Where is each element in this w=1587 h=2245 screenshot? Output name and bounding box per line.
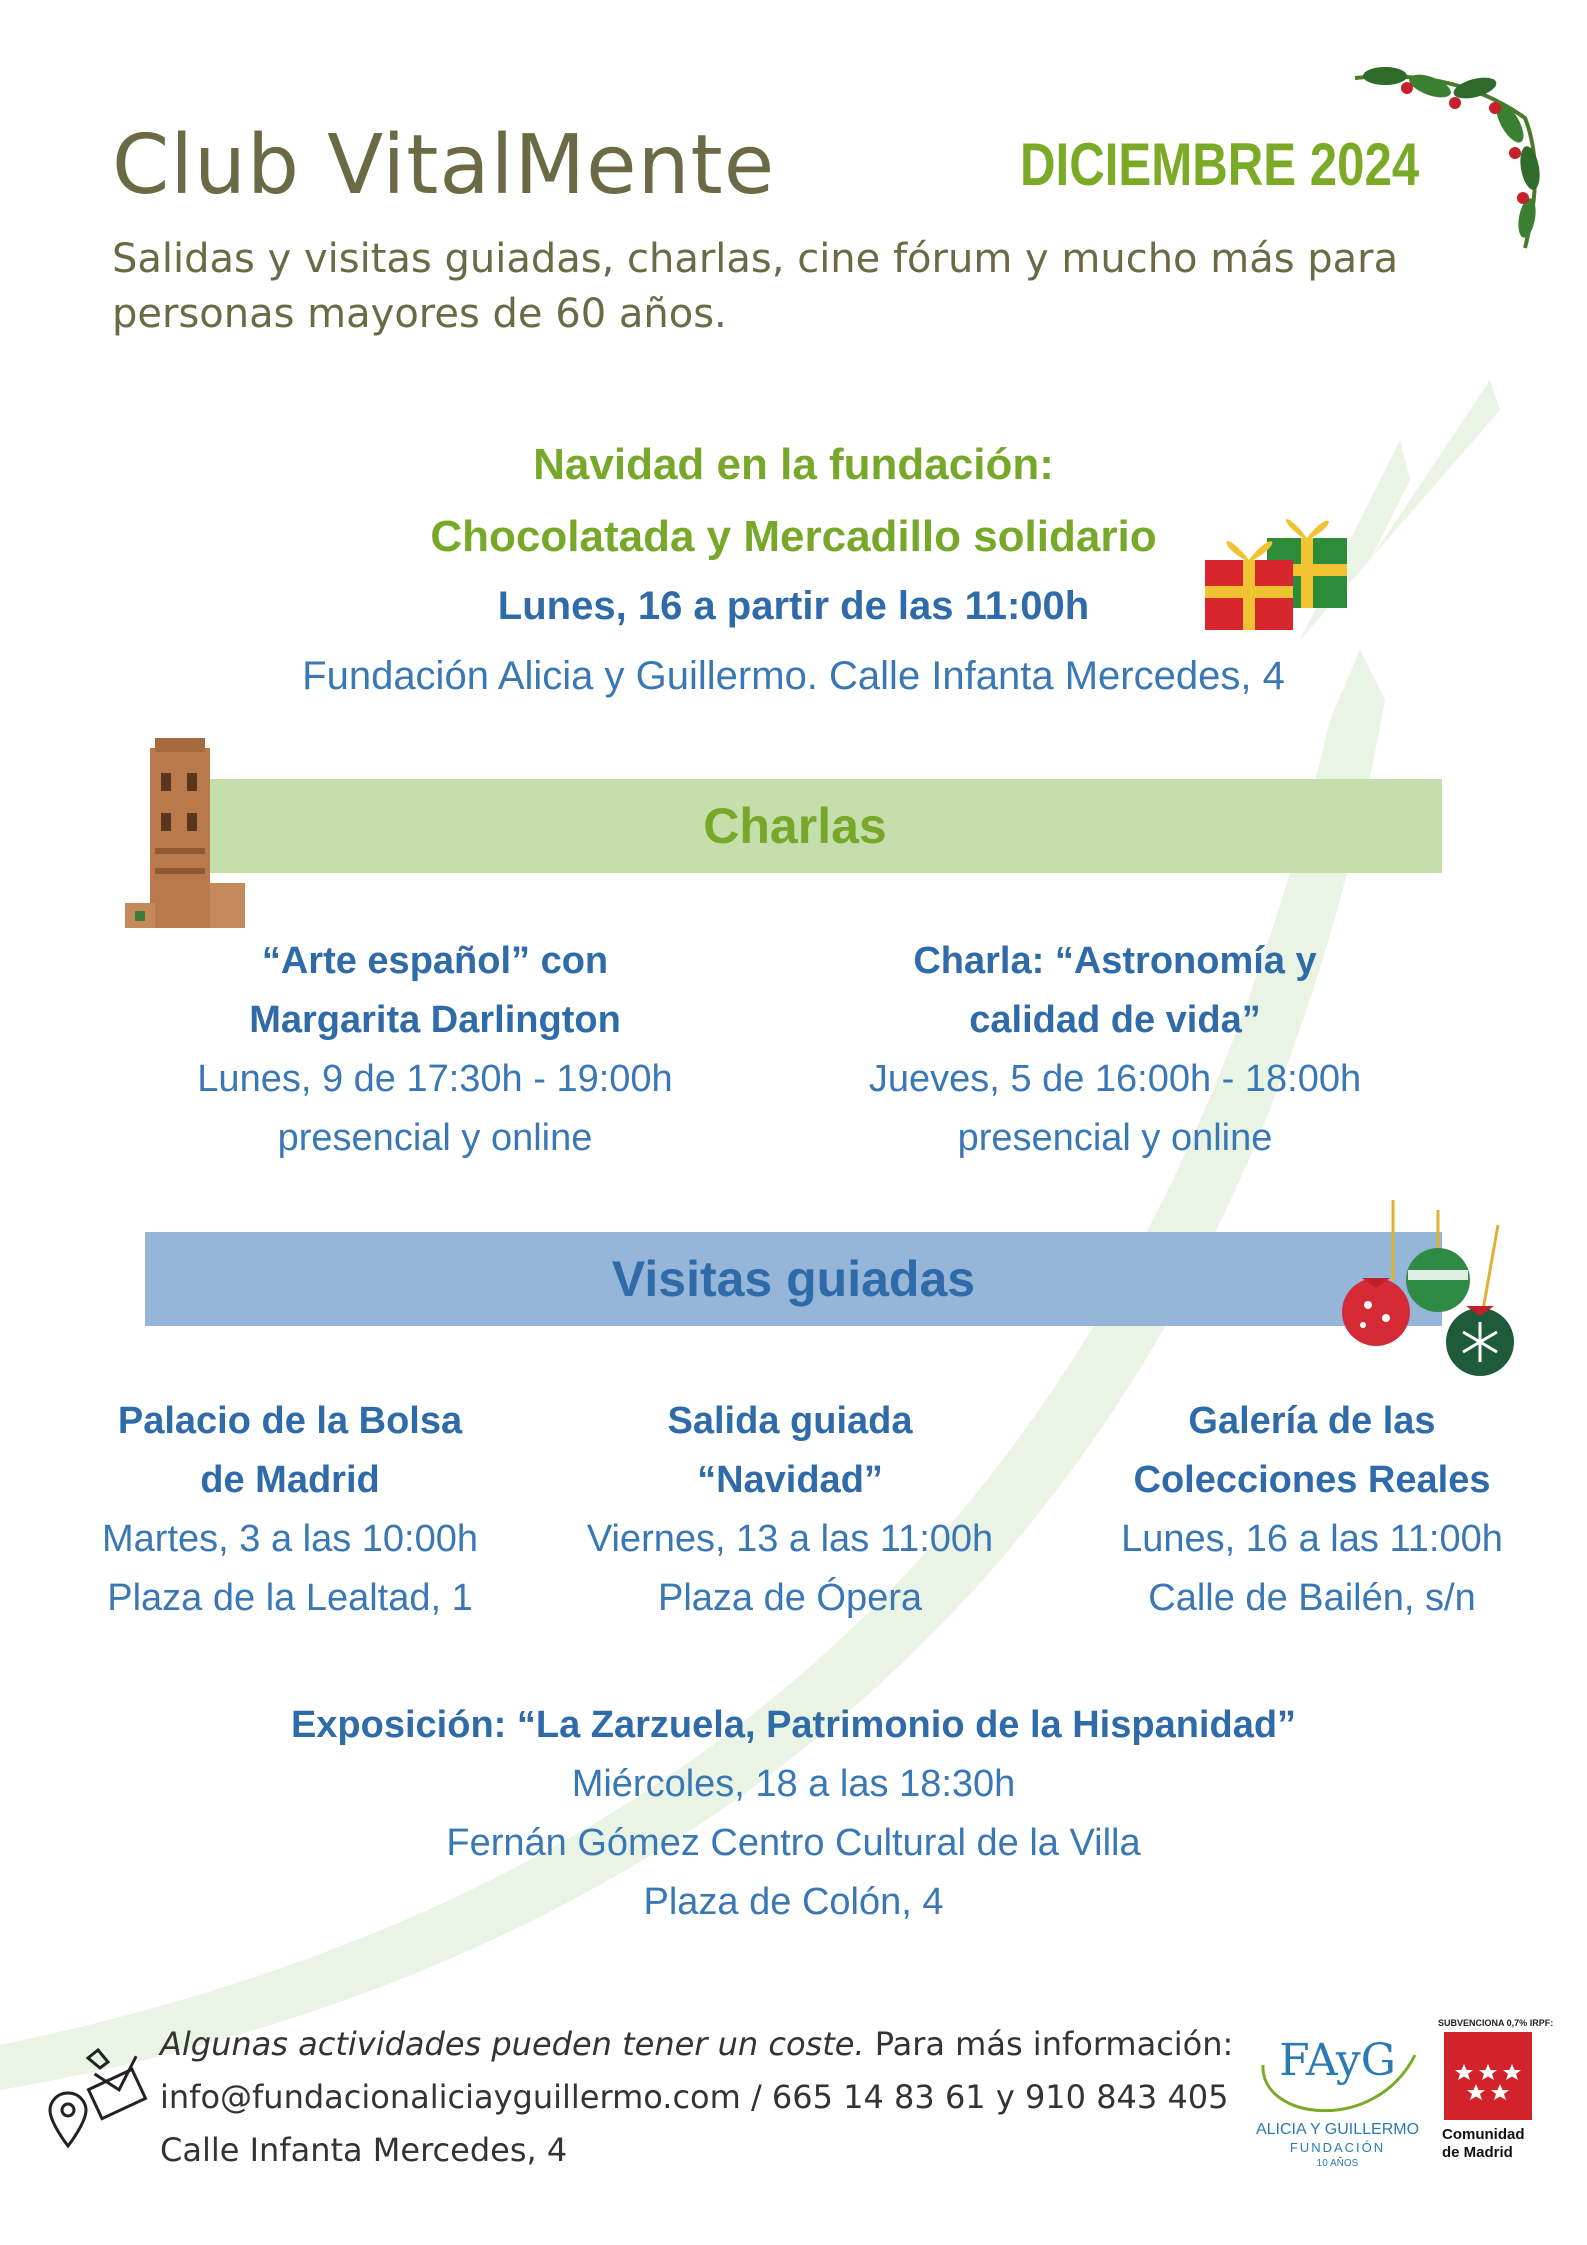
featured-title-line2: Chocolatada y Mercadillo solidario <box>430 512 1157 561</box>
exposicion-date: Miércoles, 18 a las 18:30h <box>571 1763 1016 1805</box>
month-label: DICIEMBRE 2024 <box>1020 131 1420 198</box>
visita-date: Lunes, 16 a las 11:00h <box>1121 1518 1503 1560</box>
visita-item <box>1062 1392 1562 1628</box>
cm-name-line1: Comunidad <box>1442 2126 1525 2143</box>
visita-place: Calle de Bailén, s/n <box>1148 1577 1476 1619</box>
visita-date: Martes, 3 a las 10:00h <box>102 1518 478 1560</box>
visita-title-line1: Galería de las <box>1188 1400 1436 1442</box>
charla-title-line1: “Arte español” con <box>261 940 609 982</box>
charla-item <box>135 932 735 1168</box>
charla-mode: presencial y online <box>277 1117 593 1159</box>
charla-title-line2: calidad de vida” <box>969 999 1261 1041</box>
stars-icon <box>1444 2032 1532 2120</box>
cm-name-line2: de Madrid <box>1442 2144 1513 2161</box>
cm-flag <box>1444 2032 1532 2120</box>
footer-cost-note: Algunas actividades pueden tener un coste. <box>160 2025 865 2063</box>
visita-item <box>40 1392 540 1628</box>
visita-place: Plaza de la Lealtad, 1 <box>107 1577 473 1619</box>
exposicion-title: Exposición: “La Zarzuela, Patrimonio de la Hispanidad” <box>290 1704 1297 1746</box>
charla-date: Jueves, 5 de 16:00h - 18:00h <box>868 1058 1362 1100</box>
visita-item <box>540 1392 1040 1628</box>
footer-line1 <box>160 2018 1233 2071</box>
charla-item <box>815 932 1415 1168</box>
visita-title-line1: Palacio de la Bolsa <box>117 1400 463 1442</box>
visita-title-line2: de Madrid <box>200 1459 380 1501</box>
footer-more-info: Para más información: <box>864 2025 1234 2063</box>
exposicion-venue: Fernán Gómez Centro Cultural de la Villa <box>446 1822 1141 1864</box>
comunidad-madrid-logo <box>1438 2018 1554 2168</box>
exposicion-address: Plaza de Colón, 4 <box>643 1881 944 1923</box>
visita-title-line2: “Navidad” <box>697 1459 883 1501</box>
charla-title-line1: Charla: “Astronomía y <box>913 940 1317 982</box>
fayg-years: 10 AÑOS <box>1316 2158 1359 2169</box>
visita-place: Plaza de Ópera <box>657 1577 923 1619</box>
featured-place: Fundación Alicia y Guillermo. Calle Infanta Mercedes, 4 <box>302 654 1285 698</box>
charlas-heading: Charlas <box>703 798 887 854</box>
fayg-sub: FUNDACIÓN <box>1289 2140 1386 2155</box>
visita-title-line2: Colecciones Reales <box>1133 1459 1491 1501</box>
visitas-heading: Visitas guiadas <box>611 1251 976 1307</box>
contact-icon <box>48 2048 148 2153</box>
visita-title-line1: Salida guiada <box>667 1400 913 1442</box>
footer-contact[interactable]: info@fundacionaliciayguillermo.com / 665 14 83 61 y 910 843 405 <box>160 2078 1229 2116</box>
fayg-logo <box>1245 2015 1430 2175</box>
exposicion-item <box>0 1696 1587 1932</box>
charla-date: Lunes, 9 de 17:30h - 19:00h <box>197 1058 673 1100</box>
fayg-mark: FAyG <box>1279 2035 1396 2086</box>
featured-date: Lunes, 16 a partir de las 11:00h <box>497 584 1090 628</box>
footer-info <box>160 2018 1233 2177</box>
gift-icon <box>1195 498 1360 633</box>
visita-date: Viernes, 13 a las 11:00h <box>586 1518 994 1560</box>
fayg-name: ALICIA Y GUILLERMO <box>1255 2121 1420 2138</box>
charla-title-line2: Margarita Darlington <box>249 999 621 1041</box>
footer-address: Calle Infanta Mercedes, 4 <box>160 2131 568 2169</box>
page-subtitle: Salidas y visitas guiadas, charlas, cine fórum y mucho más para personas mayores de 60 años. <box>112 236 1399 337</box>
page-title: Club VitalMente <box>112 118 776 213</box>
featured-title-line1: Navidad en la fundación: <box>533 440 1054 489</box>
cm-subsidy-label: SUBVENCIONA 0,7% IRPF: <box>1438 2018 1554 2028</box>
charla-mode: presencial y online <box>957 1117 1273 1159</box>
ornaments-icon <box>1338 1200 1518 1390</box>
